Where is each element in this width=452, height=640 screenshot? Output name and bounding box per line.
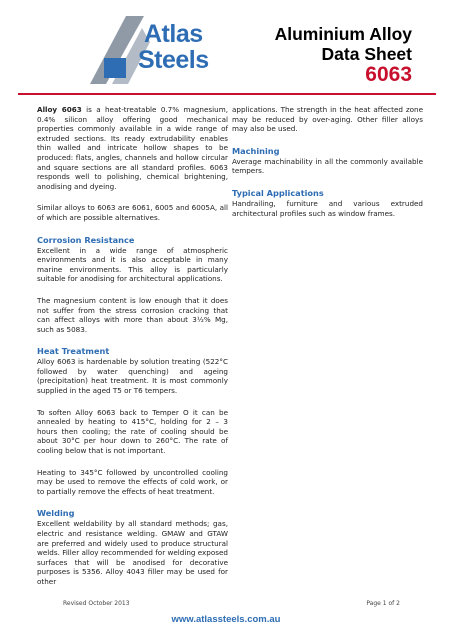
corrosion-heading: Corrosion Resistance xyxy=(37,234,135,245)
document-title xyxy=(275,24,412,64)
welding-heading: Welding xyxy=(37,508,75,519)
right-column xyxy=(232,105,423,230)
similar-alloys-paragraph: Similar alloys to 6063 are 6061, 6005 and 6005A, all of which are possible alternatives. xyxy=(37,203,228,222)
corrosion-paragraph-2: The magnesium content is low enough that it does not suffer from the stress corrosion cracking that can affect alloys with more than about 3½% Mg, such as 5083. xyxy=(37,295,228,334)
heat-treatment-paragraph-3: Heating to 345°C followed by uncontrolled cooling may be used to remove the effects of cold work, or to partially remove the effects of heat treatment. xyxy=(37,467,228,496)
title-line-1: Aluminium Alloy xyxy=(274,24,412,44)
corrosion-paragraph-1: Excellent in a wide range of atmospheric environments and it is also acceptable in many marine environments. This alloy is particularly suitable for anodising for architectural applications. xyxy=(37,245,228,284)
machining-heading: Machining xyxy=(232,145,280,156)
alloy-grade: 6063 xyxy=(365,63,412,86)
atlas-steels-logo xyxy=(86,10,216,88)
heat-treatment-paragraph-2: To soften Alloy 6063 back to Temper O it can be annealed by heating to 415°C, holding for 2 – 3 hours then cooling; the rate of cooling should be about 30°C per hour down to 260°C. The rate of cooling below that is not important. xyxy=(37,407,228,456)
left-column xyxy=(37,105,228,599)
header-divider xyxy=(18,93,436,95)
heat-treatment-heading: Heat Treatment xyxy=(37,346,110,357)
machining-paragraph: Average machinability in all the commonly available tempers. xyxy=(232,156,423,176)
applications-paragraph: Handrailing, furniture and various extruded architectural profiles such as window frames. xyxy=(232,198,423,218)
brand-line-steels: Steels xyxy=(138,46,209,74)
website-link[interactable]: www.atlassteels.com.au xyxy=(171,614,281,625)
brand-line-atlas: Atlas xyxy=(144,20,203,48)
title-line-2: Data Sheet xyxy=(321,44,412,64)
welding-continued-paragraph: applications. The strength in the heat affected zone may be reduced by over-aging. Other filler alloys may also be used. xyxy=(232,105,423,134)
heat-treatment-paragraph-1: Alloy 6063 is hardenable by solution treating (522°C followed by water quenching) and ageing (precipitation) heat treatment. It is most commonly supplied in the aged T5 or T6 tempers. xyxy=(37,357,228,396)
intro-paragraph xyxy=(37,105,228,191)
page-number: Page 1 of 2 xyxy=(366,600,400,607)
applications-heading: Typical Applications xyxy=(232,187,324,198)
revision-date: Revised October 2013 xyxy=(63,600,130,607)
welding-paragraph: Excellent weldability by all standard methods; gas, electric and resistance welding. GMAW and GTAW are preferred and widely used to produce structural welds. Filler alloy recommended for welding exposed surfaces that will be anodised for decorative purposes is 5356. Alloy 4043 filler may be used for other xyxy=(37,519,228,586)
intro-text: is a heat-treatable 0.7% magnesium, 0.4% silicon alloy offering good mechanical properties commonly available in a wide range of extruded sections. Its ready extrudability enables thin walled and intricate hollow shapes to be produced: flats, angles, channels and hollow circular and square sections are all standard profiles. 6063 responds well to polishing, chemical brightening, anodising and dyeing. xyxy=(37,105,228,191)
intro-lead: Alloy 6063 xyxy=(37,105,82,114)
